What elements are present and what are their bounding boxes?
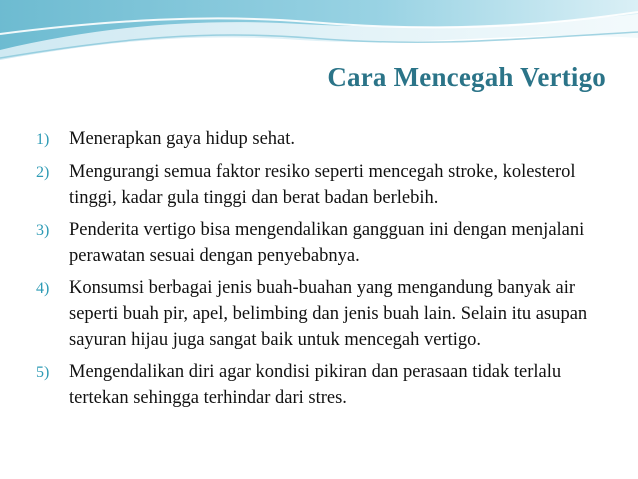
list-text: Konsumsi berbagai jenis buah-buahan yang mengandung banyak air seperti buah pir, apel, belimbing dan jenis buah lain. Selain itu asupan sayuran hijau juga sangat baik untuk mencegah vertigo. xyxy=(69,278,588,350)
list-item xyxy=(36,275,616,353)
list-number: 3) xyxy=(36,222,50,239)
list-text: Mengendalikan diri agar kondisi pikiran dan perasaan tidak terlalu tertekan sehingga terhindar dari stres. xyxy=(69,362,562,408)
list-item xyxy=(36,126,616,153)
list-number: 2) xyxy=(36,164,50,181)
list-number: 1) xyxy=(36,131,50,148)
list-item xyxy=(36,159,616,211)
list-text: Menerapkan gaya hidup sehat. xyxy=(69,129,296,149)
list-text: Penderita vertigo bisa mengendalikan gangguan ini dengan menjalani perawatan sesuai dengan penyebabnya. xyxy=(69,220,585,266)
slide-title: Cara Mencegah Vertigo xyxy=(327,62,606,92)
list-number: 4) xyxy=(36,280,50,297)
list-item xyxy=(36,359,616,411)
list-text: Mengurangi semua faktor resiko seperti mencegah stroke, kolesterol tinggi, kadar gula tinggi dan berat badan berlebih. xyxy=(69,162,576,208)
list-item xyxy=(36,217,616,269)
list-number: 5) xyxy=(36,364,50,381)
prevention-list xyxy=(36,126,616,417)
